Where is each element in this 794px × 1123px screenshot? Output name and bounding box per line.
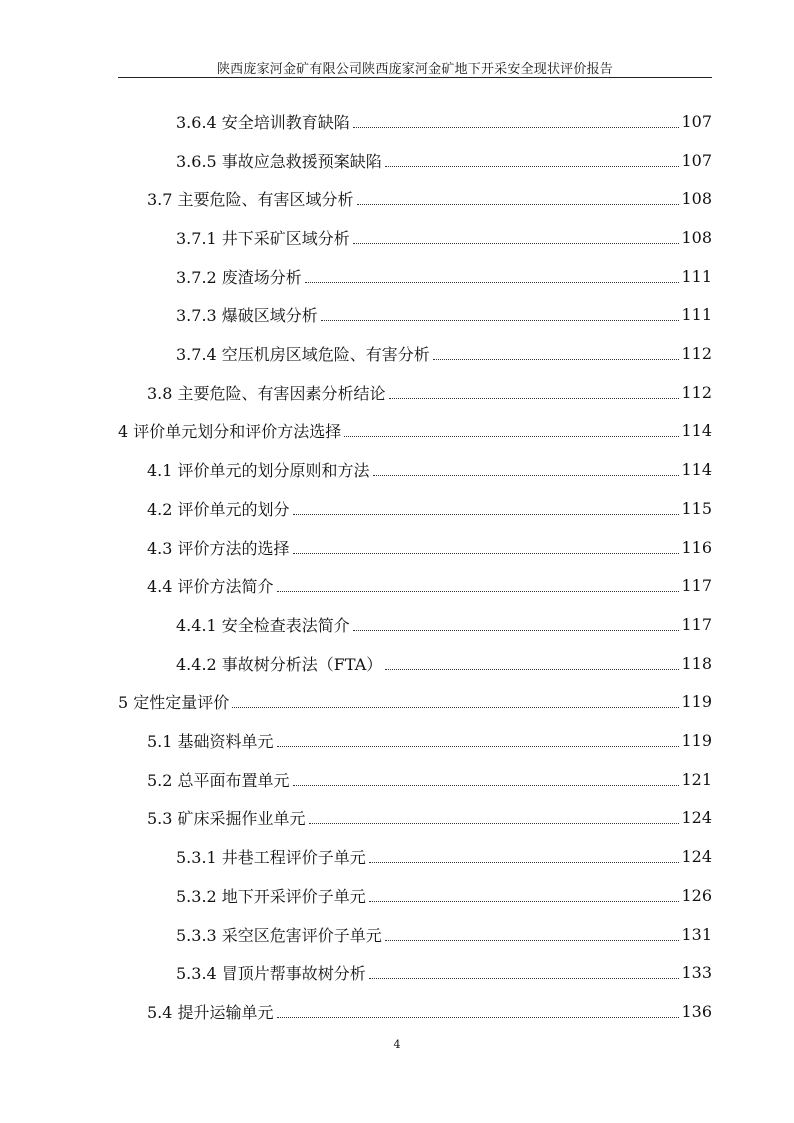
toc-entry-page: 121 bbox=[681, 769, 712, 789]
toc-entry-title: 4.2 评价单元的划分 bbox=[147, 499, 290, 519]
toc-entry[interactable] bbox=[176, 605, 712, 644]
toc-entry[interactable] bbox=[147, 760, 712, 799]
toc-entry-page: 124 bbox=[681, 847, 712, 867]
toc-entry-title: 3.7.1 井下采矿区域分析 bbox=[176, 228, 350, 248]
toc-dot-leader bbox=[277, 591, 680, 592]
toc-entry-title: 5.4 提升运输单元 bbox=[147, 1002, 274, 1022]
toc-entry-page: 114 bbox=[681, 460, 712, 480]
toc-entry-title: 5 定性定量评价 bbox=[118, 693, 230, 713]
toc-entry-title: 5.2 总平面布置单元 bbox=[147, 770, 290, 790]
page-number: 4 bbox=[393, 1038, 401, 1051]
toc-entry-title: 4.4 评价方法简介 bbox=[147, 577, 274, 597]
toc-entry[interactable] bbox=[176, 953, 712, 992]
toc-entry-title: 3.7.2 废渣场分析 bbox=[176, 267, 302, 287]
header-rule bbox=[118, 77, 712, 78]
toc-entry-title: 5.3.2 地下开采评价子单元 bbox=[176, 886, 366, 906]
toc-entry-title: 4 评价单元划分和评价方法选择 bbox=[118, 422, 342, 442]
toc-entry-page: 116 bbox=[681, 537, 712, 557]
toc-entry[interactable] bbox=[147, 450, 712, 489]
toc-dot-leader bbox=[369, 978, 680, 979]
toc-entry-page: 119 bbox=[681, 692, 712, 712]
toc-dot-leader bbox=[277, 1017, 680, 1018]
toc-entry[interactable] bbox=[118, 683, 712, 722]
toc-entry[interactable] bbox=[176, 334, 712, 373]
toc-entry-title: 4.3 评价方法的选择 bbox=[147, 538, 290, 558]
toc-dot-leader bbox=[293, 553, 680, 554]
toc-entry[interactable] bbox=[176, 876, 712, 915]
toc-entry[interactable] bbox=[147, 373, 712, 412]
toc-entry-page: 115 bbox=[681, 498, 712, 518]
toc-entry-title: 4.1 评价单元的划分原则和方法 bbox=[147, 461, 370, 481]
toc-dot-leader bbox=[305, 282, 680, 283]
toc-dot-leader bbox=[369, 901, 680, 902]
toc-entry[interactable] bbox=[147, 799, 712, 838]
toc-entry[interactable] bbox=[147, 566, 712, 605]
toc-dot-leader bbox=[353, 127, 680, 128]
toc-dot-leader bbox=[389, 398, 680, 399]
toc-entry-title: 5.3 矿床采掘作业单元 bbox=[147, 809, 306, 829]
toc-dot-leader bbox=[353, 243, 680, 244]
toc-dot-leader bbox=[385, 166, 680, 167]
toc-dot-leader bbox=[385, 940, 680, 941]
toc-entry-title: 3.7 主要危险、有害区域分析 bbox=[147, 190, 354, 210]
toc-entry-title: 3.7.3 爆破区域分析 bbox=[176, 306, 318, 326]
toc-entry-page: 131 bbox=[681, 924, 712, 944]
toc-dot-leader bbox=[293, 514, 680, 515]
toc-entry[interactable] bbox=[147, 528, 712, 567]
toc-entry-title: 5.3.3 采空区危害评价子单元 bbox=[176, 925, 382, 945]
toc-dot-leader bbox=[293, 785, 680, 786]
toc-dot-leader bbox=[232, 707, 679, 708]
toc-entry-title: 3.6.5 事故应急救援预案缺陷 bbox=[176, 151, 382, 171]
toc-dot-leader bbox=[369, 862, 680, 863]
toc-entry-title: 4.4.2 事故树分析法（FTA） bbox=[176, 654, 383, 674]
toc-dot-leader bbox=[353, 630, 680, 631]
toc-entry[interactable] bbox=[118, 412, 712, 451]
toc-entry-page: 133 bbox=[681, 963, 712, 983]
toc-entry-title: 3.7.4 空压机房区域危险、有害分析 bbox=[176, 345, 430, 365]
toc-entry-title: 3.8 主要危险、有害因素分析结论 bbox=[147, 383, 386, 403]
toc-entry-page: 107 bbox=[681, 150, 712, 170]
toc-dot-leader bbox=[309, 823, 680, 824]
toc-entry-page: 111 bbox=[681, 305, 712, 325]
toc-dot-leader bbox=[277, 746, 680, 747]
toc-dot-leader bbox=[321, 320, 680, 321]
toc-entry-page: 108 bbox=[681, 227, 712, 247]
toc-entry-page: 108 bbox=[681, 189, 712, 209]
toc-entry-page: 126 bbox=[681, 885, 712, 905]
page-header: 陕西庞家河金矿有限公司陕西庞家河金矿地下开采安全现状评价报告 bbox=[216, 62, 613, 77]
toc-entry-title: 5.1 基础资料单元 bbox=[147, 732, 274, 752]
toc-entry-title: 4.4.1 安全检查表法简介 bbox=[176, 615, 350, 635]
toc-dot-leader bbox=[373, 475, 680, 476]
toc-entry-title: 3.6.4 安全培训教育缺陷 bbox=[176, 112, 350, 132]
toc-dot-leader bbox=[433, 359, 680, 360]
toc-dot-leader bbox=[357, 204, 680, 205]
toc-entry-page: 118 bbox=[681, 653, 712, 673]
toc-entry-page: 117 bbox=[681, 614, 712, 634]
toc-entry-page: 136 bbox=[681, 1001, 712, 1021]
toc-entry[interactable] bbox=[176, 102, 712, 141]
toc-entry-page: 112 bbox=[681, 344, 712, 364]
toc-entry-page: 117 bbox=[681, 576, 712, 596]
toc-entry[interactable] bbox=[147, 489, 712, 528]
toc-entry-page: 111 bbox=[681, 266, 712, 286]
toc-dot-leader bbox=[385, 669, 679, 670]
toc-entry[interactable] bbox=[176, 218, 712, 257]
toc-entry[interactable] bbox=[176, 257, 712, 296]
toc-entry[interactable] bbox=[176, 915, 712, 954]
toc-entry-title: 5.3.1 井巷工程评价子单元 bbox=[176, 848, 366, 868]
toc-entry[interactable] bbox=[147, 179, 712, 218]
toc-entry-title: 5.3.4 冒顶片帮事故树分析 bbox=[176, 964, 366, 984]
toc-entry[interactable] bbox=[147, 992, 712, 1031]
toc-entry-page: 112 bbox=[681, 382, 712, 402]
toc-entry-page: 124 bbox=[681, 808, 712, 828]
toc-entry-page: 114 bbox=[681, 421, 712, 441]
toc-entry[interactable] bbox=[176, 296, 712, 335]
toc-entry[interactable] bbox=[176, 644, 712, 683]
toc-dot-leader bbox=[344, 436, 679, 437]
toc-entry-page: 107 bbox=[681, 111, 712, 131]
toc-entry[interactable] bbox=[176, 141, 712, 180]
toc-entry[interactable] bbox=[147, 721, 712, 760]
toc-entry[interactable] bbox=[176, 837, 712, 876]
toc-entry-page: 119 bbox=[681, 731, 712, 751]
